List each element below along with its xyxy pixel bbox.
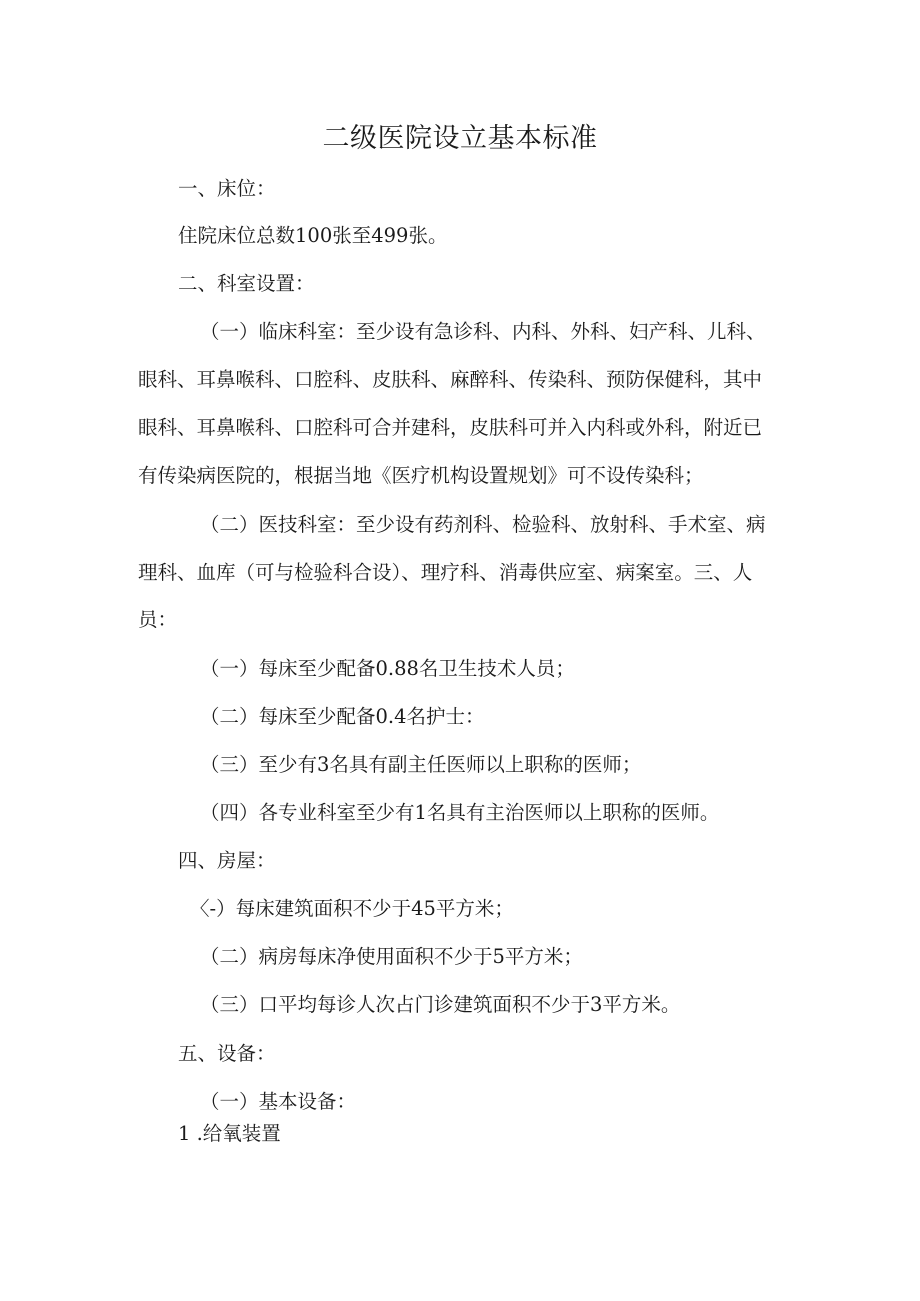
paragraph-medtech-line-2: 理科、血库（可与检验科合设）、理疗科、消毒供应室、病案室。三、人 xyxy=(138,561,753,584)
paragraph-clinical-line-4: 有传染病医院的，根据当地《医疗机构设置规划》可不设传染科； xyxy=(138,464,704,487)
section-heading-buildings: 四、房屋： xyxy=(178,849,276,872)
section-heading-equipment: 五、设备： xyxy=(178,1042,276,1065)
paragraph-clinical-line-2: 眼科、耳鼻喉科、口腔科、皮肤科、麻醉科、传染科、预防保健科，其中 xyxy=(138,368,763,391)
paragraph-beds: 住院床位总数100张至499张。 xyxy=(178,224,448,247)
paragraph-staff-2: （二）每床至少配备0.4名护士： xyxy=(200,705,485,728)
section-heading-beds: 一、床位： xyxy=(178,177,276,200)
paragraph-buildings-3: （三）口平均每诊人次占门诊建筑面积不少于3平方米。 xyxy=(200,993,681,1016)
paragraph-buildings-1: 〈-）每床建筑面积不少于45平方米； xyxy=(190,897,514,920)
paragraph-staff-4: （四）各专业科室至少有1名具有主治医师以上职称的医师。 xyxy=(200,801,720,824)
paragraph-staff-3: （三）至少有3名具有副主任医师以上职称的医师； xyxy=(200,753,642,776)
paragraph-clinical-line-3: 眼科、耳鼻喉科、口腔科可合并建科，皮肤科可并入内科或外科，附近已 xyxy=(138,416,763,439)
paragraph-medtech-line-1: （二）医技科室：至少设有药剂科、检验科、放射科、手术室、病 xyxy=(200,513,766,536)
paragraph-equipment-basic: （一）基本设备： xyxy=(200,1090,357,1113)
section-heading-departments: 二、科室设置： xyxy=(178,272,315,295)
list-item-oxygen: 1 .给氧装置 xyxy=(178,1122,281,1145)
paragraph-clinical-line-1: （一）临床科室：至少设有急诊科、内科、外科、妇产科、儿科、 xyxy=(200,320,766,343)
document-title: 二级医院设立基本标准 xyxy=(322,123,598,154)
paragraph-medtech-line-3: 员： xyxy=(138,608,178,631)
paragraph-staff-1: （一）每床至少配备0.88名卫生技术人员； xyxy=(200,657,575,680)
paragraph-buildings-2: （二）病房每床净使用面积不少于5平方米； xyxy=(200,945,583,968)
